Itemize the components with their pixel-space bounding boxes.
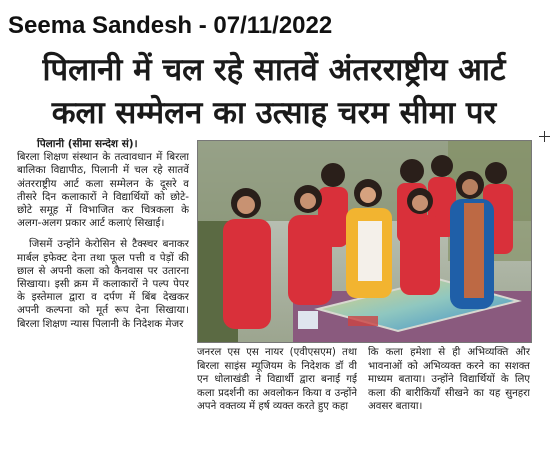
article-column-middle [197, 346, 357, 458]
article-paragraph-3: जनरल एस एस नायर (एवीएसएम) तथा बिरला साइंस म्यूजियम के निदेशक डॉ वी एन धोलाखंडी ने विद्यार्थी द्वारा बनाई गई कला प्रदर्शनी का अवलोकन किया व उन्होंने अपने वक्तव्य में हर्ष व्यक्त करते हुए कहा [197, 347, 357, 413]
news-photo-illustration [198, 141, 531, 342]
article-column-left [17, 138, 189, 456]
newspaper-source-date: Seema Sandesh - 07/11/2022 [8, 12, 333, 39]
article-column-right [368, 346, 530, 458]
byline: पिलानी (सीमा सन्देश सं)। [37, 138, 138, 150]
crosshair-cursor-icon [539, 131, 550, 142]
article-paragraph-2: जिसमें उन्होंने केरोसिन से टैक्स्चर बनाकर मार्बल इफेक्ट देना तथा फूल पत्ती व पेड़ों की छाल से अपनी कला को कैनवास पर उतारना सिखाया। इसी क्रम में कलाकारों ने पल्प पेपर के इस्तेमाल द्वारा व दर्पण में बिंब देखकर अपनी कल्पना को मूर्त रूप देना सिखाया।बिरला शिक्षण न्यास पिलानी के निदेशक मेजर [17, 238, 189, 330]
news-photo [197, 140, 532, 343]
headline-line-2: कला सम्मेलन का उत्साह चरम सीमा पर [51, 95, 497, 131]
article-paragraph-1: बिरला शिक्षण संस्थान के तत्वावधान में बिरला बालिका विद्यापीठ, पिलानी में चल रहे सातवें अंतरराष्ट्रीय आर्ट कला सम्मेलन के दूसरे व तीसरे दिन कलाकारों ने विद्यार्थियों को छोटे-छोटे समूह में विभाजित कर चित्रकला के अलग-अलग प्रकार आर्ट कलाएं सिखाई। [17, 151, 189, 230]
article-paragraph-4: कि कला हमेशा से ही अभिव्यक्ति और भावनाओं को अभिव्यक्त करने का सशक्त माध्यम बताया। उन्होंने विद्यार्थियों के लिए कला की बारीकियाँ सीखने का यह सुनहरा अवसर बताया। [368, 347, 530, 413]
headline-line-1: पिलानी में चल रहे सातवें अंतरराष्ट्रीय आर्ट [42, 52, 506, 88]
